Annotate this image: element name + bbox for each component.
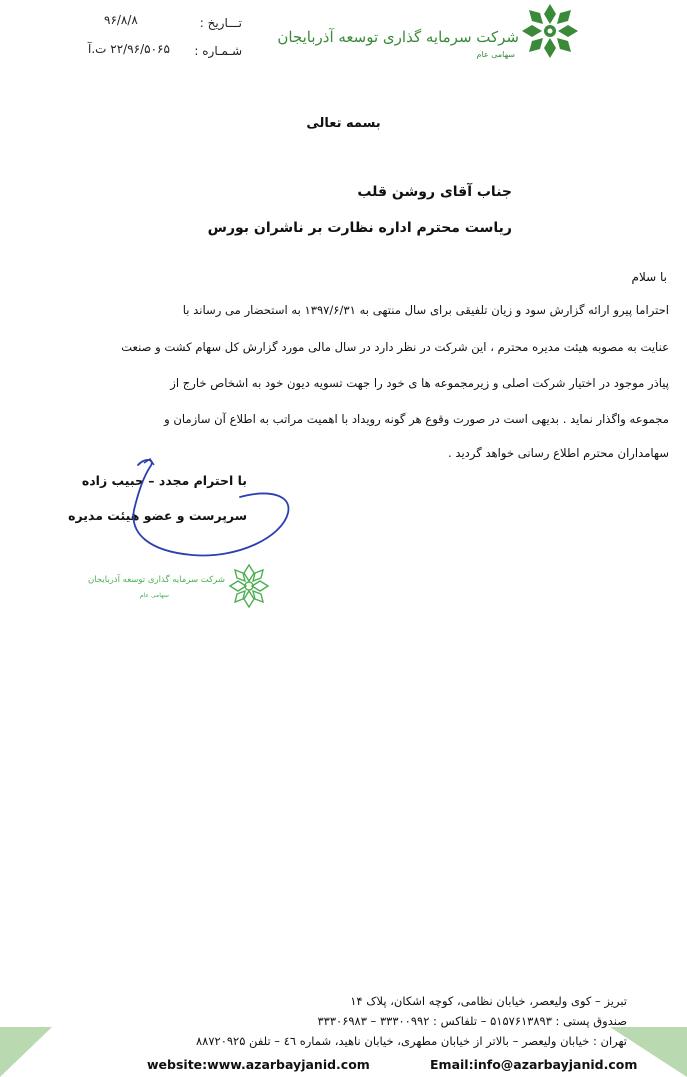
date-value: ۹۶/۸/۸ — [104, 13, 138, 27]
footer-website[interactable]: website:www.azarbayjanid.com — [147, 1057, 370, 1072]
signature-icon — [120, 455, 300, 565]
company-logo-icon — [520, 2, 580, 60]
footer-email[interactable]: Email:info@azarbayjanid.com — [430, 1057, 638, 1072]
date-label: تـــاریخ : — [199, 16, 242, 30]
footer-contact-tabriz: صندوق پستی : ۵۱۵۷۶۱۳۸۹۳ – تلفاکس : ۳۳۳۰۰۹۹۲ – ۳۳۳۰۶۹۸۳ — [317, 1014, 627, 1028]
addressee-title: ریاست محترم اداره نظارت بر ناشران بورس — [207, 220, 512, 236]
body-line-1: احتراما پیرو ارائه گزارش سود و زیان تلفیقی برای سال منتهی به ۱۳۹۷/۶/۳۱ به استحضار می رساند با — [182, 303, 669, 317]
stamp-company-name: شرکت سرمایه گذاری توسعه آذربایجان — [88, 575, 225, 585]
addressee-name: جناب آقای روشن قلب — [357, 184, 512, 200]
body-line-2: عنایت به مصوبه هیئت مدیره محترم ، این شرکت در نظر دارد در سال مالی مورد گزارش کل سهام کشت و صنعت — [121, 340, 669, 354]
number-value: ۲۲/۹۶/۵۰۶۵ ت.آ — [88, 42, 170, 56]
closing: با احترام مجدد – حبیب زاده — [81, 473, 247, 488]
footer-address-tabriz: تبریز – کوی ولیعصر، خیابان نظامی، کوچه اشکان، پلاک ۱۴ — [350, 994, 627, 1008]
corner-triangle-left-icon — [0, 1027, 52, 1077]
signer-title: سرپرست و عضو هیئت مدیره — [68, 508, 247, 523]
company-type: سهامی عام — [476, 50, 515, 59]
number-label: شـمـاره : — [194, 44, 242, 58]
basmala: بسمه تعالی — [306, 116, 381, 131]
company-name: شرکت سرمایه گذاری توسعه آذربایجان — [277, 28, 519, 46]
body-line-5: سهامداران محترم اطلاع رسانی خواهد گردید . — [448, 446, 669, 460]
footer-address-tehran: تهران : خیابان ولیعصر – بالاتر از خیابان مطهری، خیابان ناهید، شماره ٤٦ – تلفن ۸۸۷۲۰۹۲۵ — [195, 1034, 627, 1048]
body-line-4: مجموعه واگذار نماید . بدیهی است در صورت وقوع هر گونه رویداد با اهمیت مراتب به اطلاع آن سازمان و — [164, 412, 669, 426]
greeting: با سلام — [631, 270, 667, 284]
body-line-3: پیاذر موجود در اختیار شرکت اصلی و زیرمجموعه ها ی خود را جهت تسویه دیون خود به اشخاص خارج از — [170, 376, 669, 390]
stamp-company-type: سهامی عام — [140, 592, 169, 599]
company-stamp-icon — [228, 563, 270, 609]
